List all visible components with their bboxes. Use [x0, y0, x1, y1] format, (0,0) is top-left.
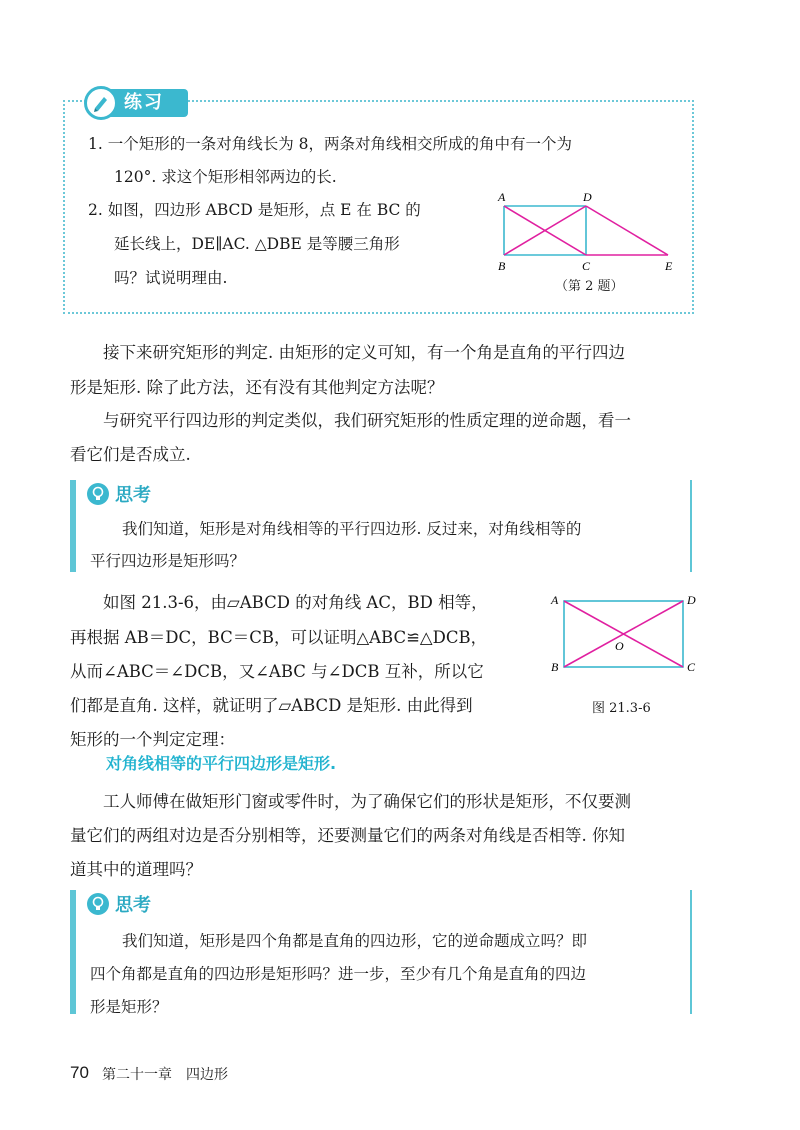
- paragraph-1-line1: 接下来研究矩形的判定. 由矩形的定义可知，有一个角是直角的平行四边: [103, 343, 625, 362]
- practice-q2-line1: 2. 如图，四边形 ABCD 是矩形，点 E 在 BC 的: [88, 201, 421, 219]
- label-b: B: [498, 259, 506, 273]
- paragraph-1-line2: 形是矩形. 除了此方法，还有没有其他判定方法呢？: [70, 378, 444, 397]
- paragraph-2-line2: 看它们是否成立.: [70, 445, 191, 464]
- segment-de: [586, 206, 668, 255]
- theorem-statement: 对角线相等的平行四边形是矩形.: [106, 754, 337, 773]
- practice-q1-line1: 1. 一个矩形的一条对角线长为 8，两条对角线相交所成的角中有一个为: [88, 135, 573, 153]
- think-1-title: 思考: [115, 485, 151, 506]
- page-number: 70: [70, 1063, 89, 1082]
- fig2-label-a: A: [551, 593, 559, 607]
- think-box-2-right-bar: [690, 890, 692, 1014]
- think-2-line3: 形是矩形？: [90, 998, 168, 1016]
- paragraph-2-line1: 与研究平行四边形的判定类似，我们研究矩形的性质定理的逆命题，看一: [103, 411, 631, 430]
- proof-line4: 们都是直角. 这样，就证明了▱ABCD 是矩形. 由此得到: [70, 696, 473, 715]
- worker-line1: 工人师傅在做矩形门窗或零件时，为了确保它们的形状是矩形，不仅要测: [103, 792, 631, 811]
- fig2-label-b: B: [551, 660, 559, 674]
- worker-line3: 道其中的道理吗？: [70, 860, 202, 879]
- worker-line2: 量它们的两组对边是否分别相等，还要测量它们的两条对角线是否相等. 你知: [70, 826, 625, 845]
- label-c: C: [582, 259, 591, 273]
- think-box-2-left-bar: [70, 890, 76, 1014]
- practice-q1-line2: 120°. 求这个矩形相邻两边的长.: [114, 168, 337, 186]
- think-2-title: 思考: [115, 895, 151, 916]
- rectangle-diagonals-figure: [545, 588, 705, 678]
- think-box-1-right-bar: [690, 480, 692, 572]
- label-a: A: [498, 190, 506, 204]
- think-1-line1: 我们知道，矩形是对角线相等的平行四边形. 反过来，对角线相等的: [122, 520, 582, 538]
- think-2-line1: 我们知道，矩形是四个角都是直角的四边形，它的逆命题成立吗？即: [122, 932, 588, 950]
- think-1-line2: 平行四边形是矩形吗？: [90, 552, 246, 570]
- proof-line5: 矩形的一个判定定理：: [70, 730, 235, 749]
- proof-line3: 从而∠ABC＝∠DCB，又∠ABC 与∠DCB 互补，所以它: [70, 662, 484, 681]
- lightbulb-icon: [87, 483, 109, 505]
- practice-title: 练习: [124, 92, 164, 113]
- fig2-label-o: O: [615, 639, 624, 653]
- fig2-label-d: D: [687, 593, 696, 607]
- proof-line2: 再根据 AB＝DC，BC＝CB，可以证明△ABC≌△DCB，: [70, 628, 488, 647]
- label-d: D: [583, 190, 592, 204]
- fig2-label-c: C: [687, 660, 696, 674]
- chapter-title: 第二十一章 四边形: [102, 1067, 228, 1083]
- practice-q2-line2: 延长线上，DE∥AC. △DBE 是等腰三角形: [114, 235, 400, 253]
- practice-figure-caption: （第 2 题）: [555, 279, 624, 294]
- label-e: E: [665, 259, 673, 273]
- proof-line1: 如图 21.3-6，由▱ABCD 的对角线 AC，BD 相等，: [103, 593, 488, 612]
- practice-q2-line3: 吗？试说明理由.: [114, 269, 228, 287]
- pencil-icon: [84, 86, 118, 120]
- think-box-1-left-bar: [70, 480, 76, 572]
- figure-21-3-6-caption: 图 21.3-6: [592, 701, 651, 716]
- think-2-line2: 四个角都是直角的四边形是矩形吗？进一步，至少有几个角是直角的四边: [90, 965, 587, 983]
- lightbulb-icon: [87, 893, 109, 915]
